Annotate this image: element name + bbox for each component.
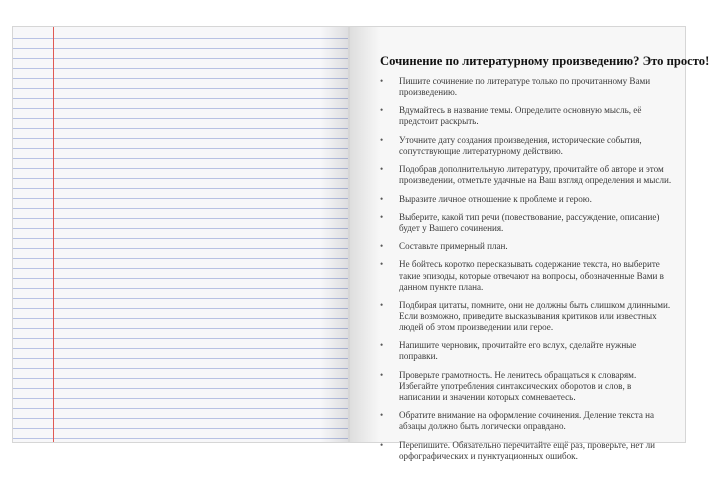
list-item (380, 194, 672, 205)
tip-text: Пишите сочинение по литературе только по прочитанному Вами произведению. (399, 76, 651, 98)
tip-text: Выразите личное отношение к проблеме и герою. (399, 193, 592, 204)
tip-text: Выберите, какой тип речи (повествование, рассуждение, описание) будет у Вашего сочинения. (399, 211, 660, 233)
tip-text: Подобрав дополнительную литературу, прочитайте об авторе и этом произведении, отметьте удачные на Ваш взгляд определения и мысли. (399, 164, 672, 186)
bullet-icon: • (380, 259, 384, 270)
bullet-icon: • (380, 299, 384, 310)
bullet-icon: • (380, 193, 384, 204)
tip-text: Перепишите. Обязательно перечитайте ещё раз, проверьте, нет ли орфографических и пунктуационных ошибок. (399, 439, 656, 461)
list-item (380, 259, 672, 292)
bullet-icon: • (380, 439, 384, 450)
list-item (380, 135, 672, 157)
page-title: Сочинение по литературному произведению? Это просто! (380, 54, 709, 68)
list-item (380, 340, 672, 362)
tip-text: Подбирая цитаты, помните, они не должны быть слишком длинными. Если возможно, приведите высказывания критиков или известных людей об этом произведении или герое. (399, 299, 671, 333)
tip-text: Обратите внимание на оформление сочинения. Деление текста на абзацы должно быть логически оправдано. (399, 410, 655, 432)
list-item (380, 105, 672, 127)
bullet-icon: • (380, 134, 384, 145)
tips-list (380, 76, 672, 469)
tip-text: Вдумайтесь в название темы. Определите основную мысль, её предстоит раскрыть. (399, 105, 642, 127)
lined-page-left (13, 27, 348, 442)
bullet-icon: • (380, 340, 384, 351)
bullet-icon: • (380, 369, 384, 380)
tip-text: Не бойтесь коротко пересказывать содержание текста, но выберите такие эпизоды, которые отвечают на вопросы, обозначенные Вами в данном пункте плана. (399, 259, 664, 292)
list-item (380, 241, 672, 252)
list-item (380, 212, 672, 234)
tip-text: Составьте примерный план. (399, 241, 508, 252)
bullet-icon: • (380, 241, 384, 252)
tip-text: Напишите черновик, прочитайте его вслух, сделайте нужные поправки. (399, 340, 637, 362)
list-item (380, 300, 672, 333)
text-page-right (350, 27, 709, 461)
bullet-icon: • (380, 76, 384, 86)
list-item (380, 164, 672, 186)
list-item (380, 410, 672, 432)
list-item (380, 440, 672, 462)
list-item (380, 370, 672, 403)
tip-text: Уточните дату создания произведения, исторические события, сопутствующие литературному действию. (399, 134, 642, 156)
bullet-icon: • (380, 410, 384, 421)
bullet-icon: • (380, 164, 384, 175)
tip-text: Проверьте грамотность. Не ленитесь обращаться к словарям. Избегайте употребления синтаксических оборотов и слов, в написании и значении которых сомневаетесь. (399, 369, 637, 402)
open-notebook (12, 26, 709, 461)
bullet-icon: • (380, 105, 384, 116)
bullet-icon: • (380, 211, 384, 222)
list-item (380, 76, 672, 98)
